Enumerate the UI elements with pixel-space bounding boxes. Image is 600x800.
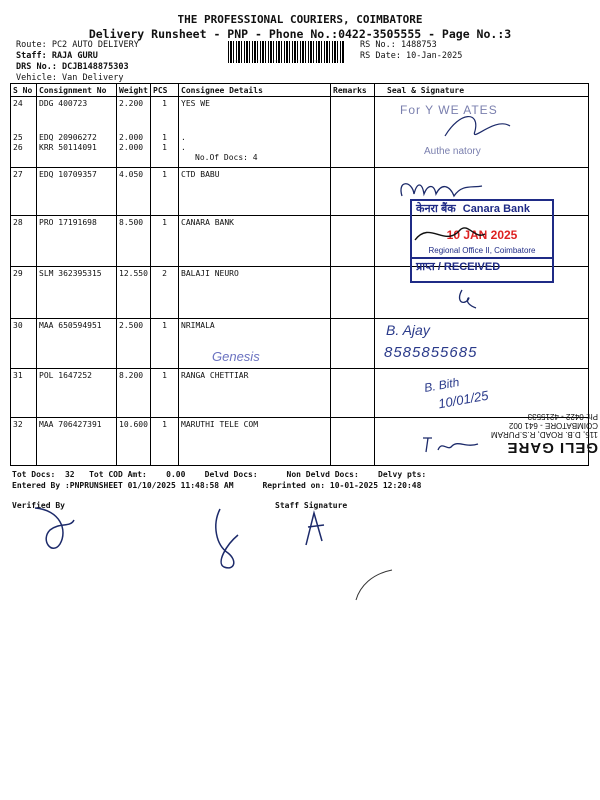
barcode (228, 41, 344, 63)
cell-details: MARUTHI TELE COM (179, 418, 331, 466)
cell-sno: 27 (11, 168, 37, 216)
col-header: Weight (117, 84, 151, 97)
cell-details: CTD BABU (179, 168, 331, 216)
staff-signature-label: Staff Signature (275, 501, 348, 510)
docs-count: No.Of Docs: 4 (195, 153, 258, 162)
cell-sno: 32 (11, 418, 37, 466)
col-header: Consignee Details (179, 84, 331, 97)
staff-signature-b (296, 505, 336, 555)
cell-weight: 4.050 (117, 168, 151, 216)
cell-remarks (331, 418, 375, 466)
rs-no-text: RS No.: 1488753 (360, 40, 437, 50)
cell-pcs: 1 (151, 369, 179, 418)
staff-signature-a (208, 505, 248, 575)
header-right (360, 40, 462, 62)
signature-row32 (418, 432, 488, 458)
totals-line: Tot Docs: 32 Tot COD Amt: 0.00 Delvd Docs: Non Delvd Docs: Delvy pts: (12, 470, 427, 479)
col-header: Seal & Signature (375, 84, 589, 97)
drs-text: DRS No.: DCJB148875303 (16, 62, 129, 72)
col-header: PCS (151, 84, 179, 97)
handwritten-genesis: Genesis (212, 349, 260, 364)
table-row (11, 319, 589, 369)
cell-sno: 29 (11, 267, 37, 319)
geli-name: GELI GARE (506, 439, 598, 456)
cell-pcs: 2 (151, 267, 179, 319)
cell-remarks (331, 319, 375, 369)
col-header: Remarks (331, 84, 375, 97)
handwritten-row31-name: B. Bith (423, 375, 461, 395)
col-header: Consignment No (37, 84, 117, 97)
handwritten-date: 10/01/25 (437, 387, 490, 412)
col-header: S No (11, 84, 37, 97)
cell-consignment: MAA 650594951 (37, 319, 117, 369)
cell-consignment: EDQ 10709357 (37, 168, 117, 216)
verified-signature (30, 500, 100, 560)
seal-signature-mark (440, 106, 520, 146)
cell-details: YES WE . . No.Of Docs: 4 (179, 97, 331, 168)
cell-sno: 24 25 26 (11, 97, 37, 168)
runsheet-title: Delivery Runsheet - PNP - Phone No.:0422-3505555 - Page No.:3 (88, 27, 512, 41)
company-seal-top: For Y WE ATES (400, 103, 498, 117)
cell-consignment: DDG 400723 EDQ 20906272 KRR 50114091 (37, 97, 117, 168)
cell-remarks (331, 267, 375, 319)
bank-signature-mark (410, 220, 490, 250)
handwritten-name: B. Ajay (386, 322, 430, 338)
cell-consignment: POL 1647252 (37, 369, 117, 418)
table-row (11, 369, 589, 418)
bank-name-text: Canara Bank (462, 203, 531, 215)
cell-sno: 31 (11, 369, 37, 418)
cell-details: CANARA BANK (179, 216, 331, 267)
route-text: Route: PC2 AUTO DELIVERY (16, 40, 139, 50)
cell-weight: 8.500 (117, 216, 151, 267)
cell-details: RANGA CHETTIAR (179, 369, 331, 418)
cell-details: NRIMALA (179, 319, 331, 369)
cell-weight: 10.600 (117, 418, 151, 466)
cell-consignment: MAA 706427391 (37, 418, 117, 466)
geli-address-1: 115, D.B. ROAD, R.S.PURAM (491, 430, 598, 439)
cell-pcs: 1 (151, 418, 179, 466)
vehicle-text: Vehicle: Van Delivery (16, 73, 124, 83)
cell-remarks (331, 216, 375, 267)
bank-date-text: 10 JAN 2025 (446, 228, 518, 242)
cell-weight: 8.200 (117, 369, 151, 418)
company-seal-bottom: Authe natory (424, 146, 481, 157)
handwritten-phone: 8585855685 (384, 344, 478, 361)
cell-pcs: 1 (151, 168, 179, 216)
verified-by-label: Verified By (12, 501, 65, 510)
cell-sno: 30 (11, 319, 37, 369)
cell-pcs: 1 1 1 (151, 97, 179, 168)
geli-phone: Ph: 0422 - 4215533 (527, 412, 598, 421)
table-header-row (11, 84, 589, 97)
cell-weight: 2.200 2.000 2.000 (117, 97, 151, 168)
entered-by-line: Entered By :PNPRUNSHEET 01/10/2025 11:48:58 AM Reprinted on: 10-01-2025 12:20:48 (12, 481, 422, 490)
cell-remarks (331, 97, 375, 168)
cell-pcs: 1 (151, 319, 179, 369)
cell-pcs: 1 (151, 216, 179, 267)
bank-office-text: Regional Office II, Coimbatore (428, 246, 536, 255)
cell-remarks (331, 369, 375, 418)
company-name: THE PROFESSIONAL COURIERS, COIMBATORE (177, 13, 423, 26)
bank-received-text: प्राप्त / RECEIVED (412, 257, 552, 274)
cell-remarks (331, 168, 375, 216)
cell-details: BALAJI NEURO (179, 267, 331, 319)
signature-row29 (452, 286, 482, 312)
bank-hindi-text: केनरा बैंक (416, 203, 456, 215)
cell-weight: 2.500 (117, 319, 151, 369)
header-left (16, 40, 139, 84)
cell-consignment: PRO 17191698 (37, 216, 117, 267)
cell-weight: 12.550 (117, 267, 151, 319)
staff-text: Staff: RAJA GURU (16, 51, 98, 61)
geli-address-2: COIMBATORE - 641 002 (508, 421, 598, 430)
rs-date-text: RS Date: 10-Jan-2025 (360, 51, 463, 61)
cell-sno: 28 (11, 216, 37, 267)
cell-consignment: SLM 362395315 (37, 267, 117, 319)
stray-pen-mark (352, 568, 402, 604)
